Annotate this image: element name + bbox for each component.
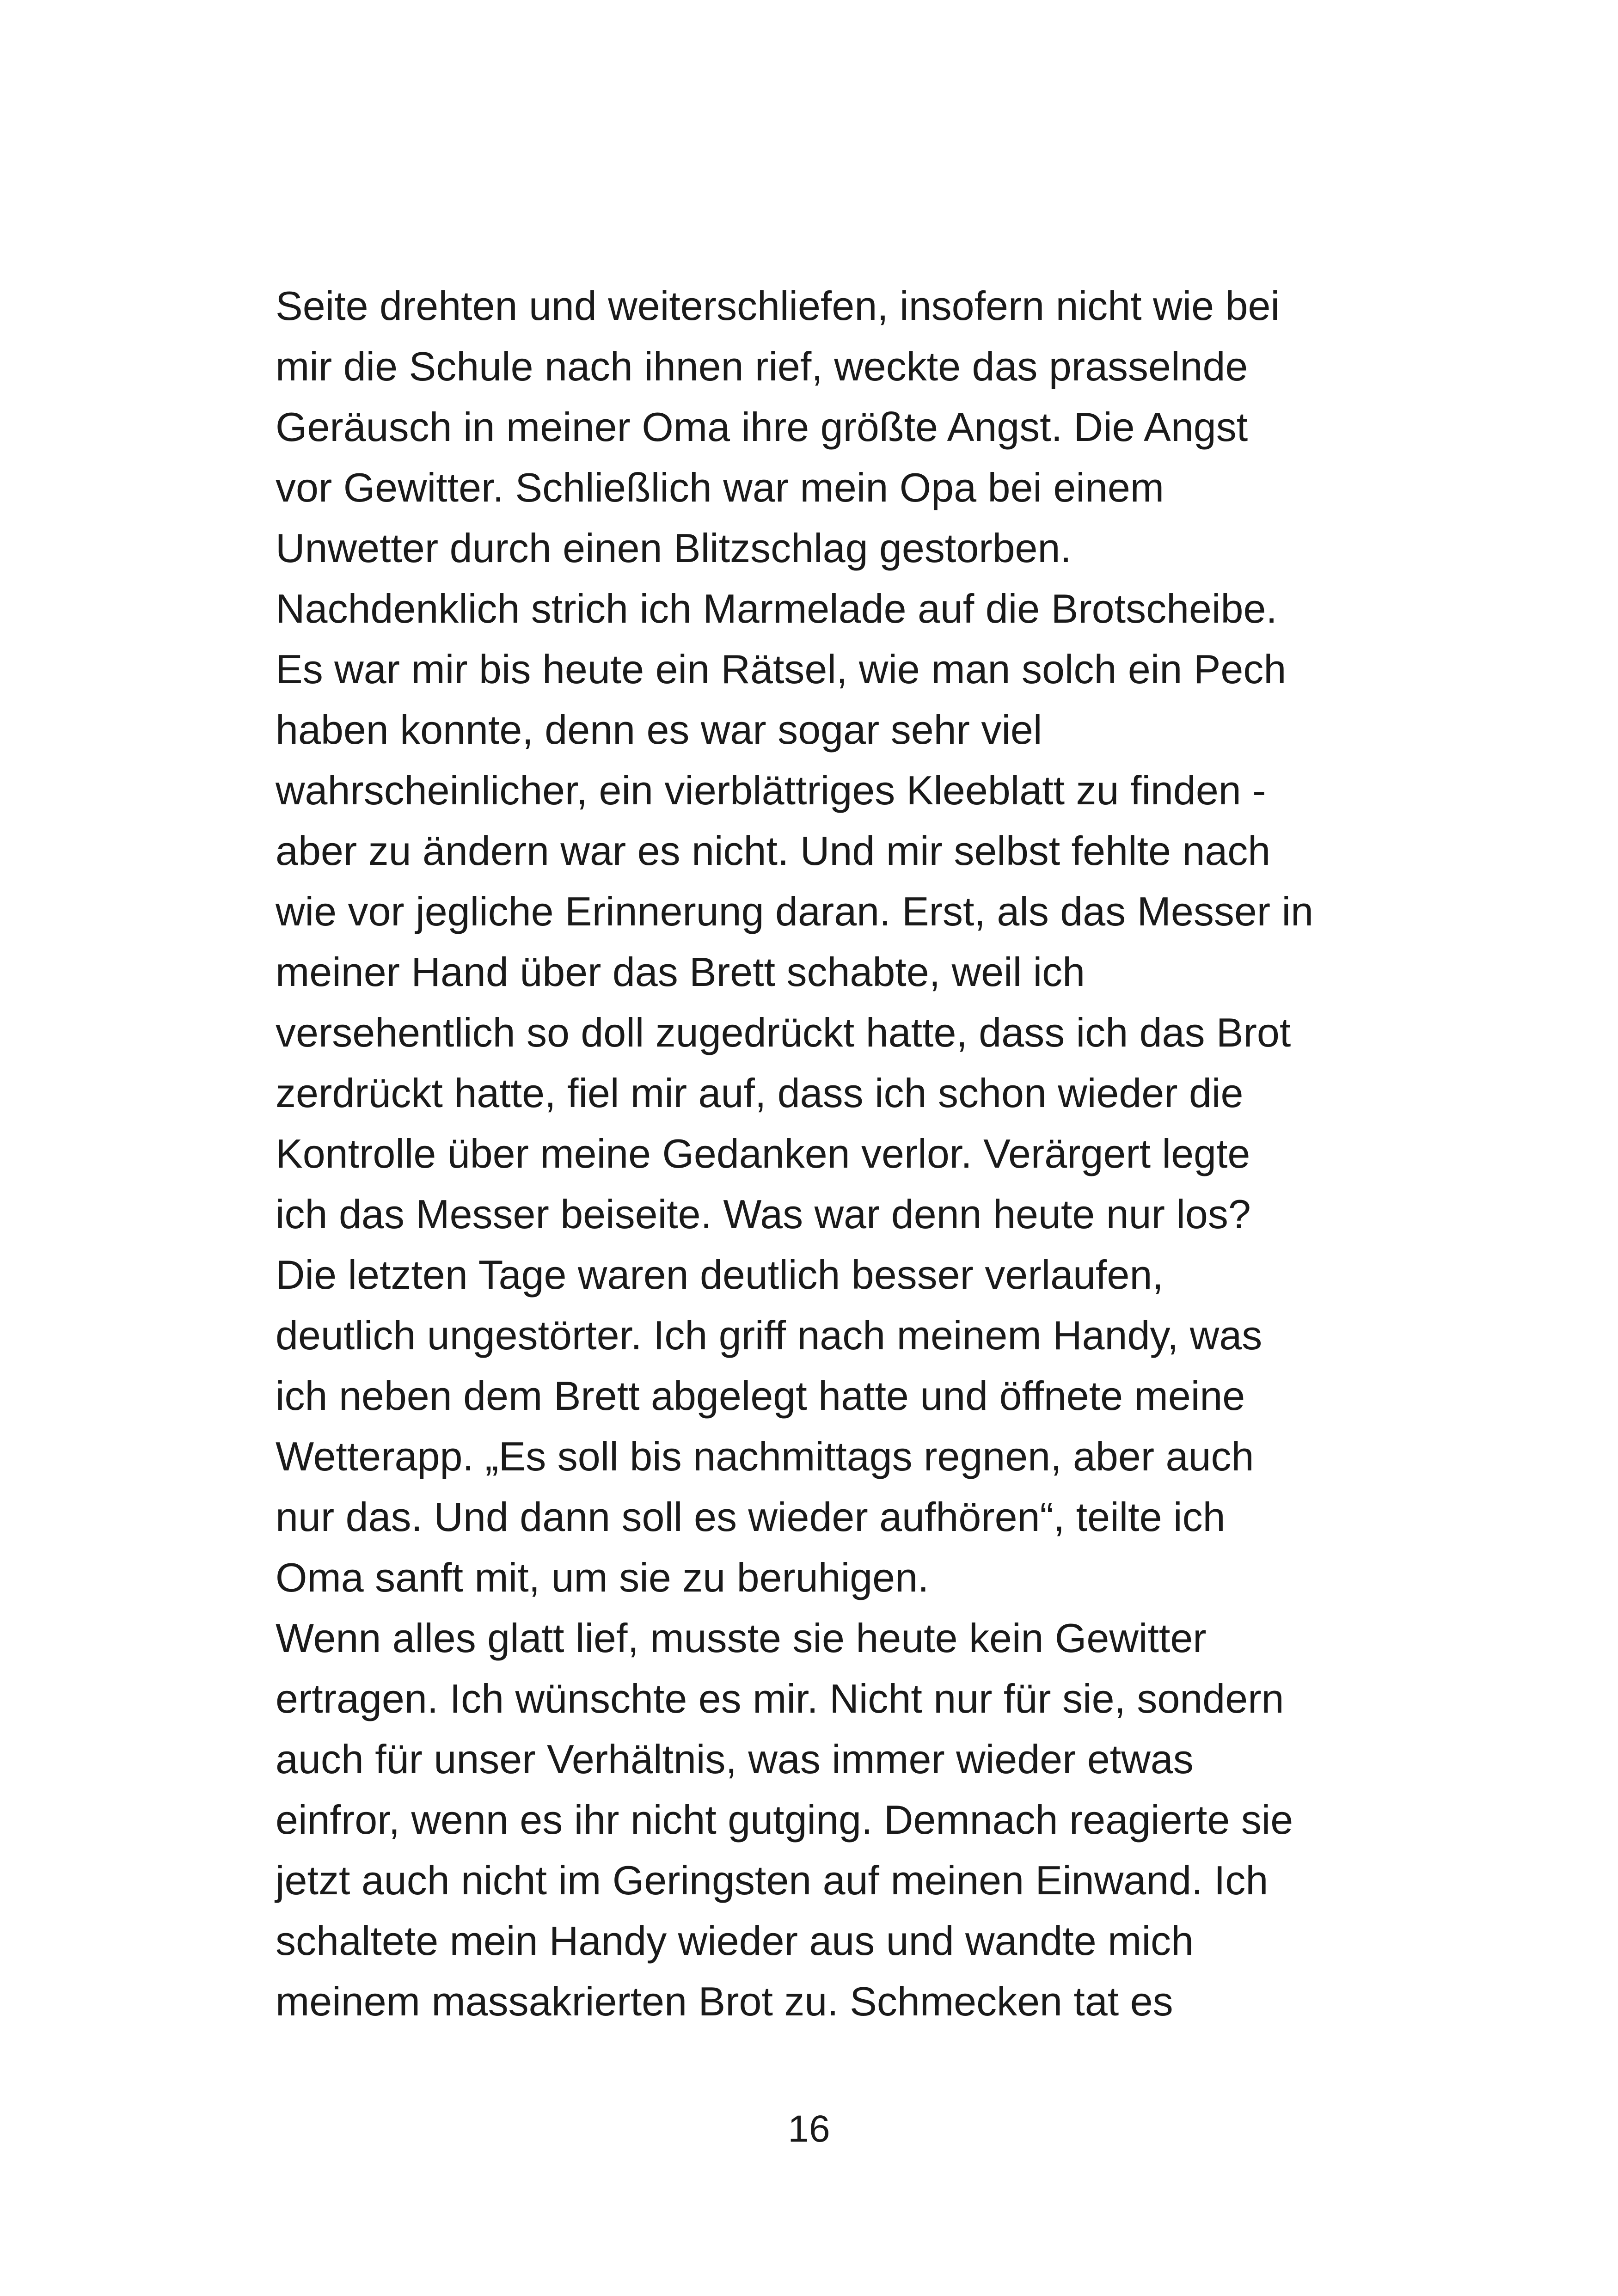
text-line: versehentlich so doll zugedrückt hatte, dass ich das Brot xyxy=(276,1010,1291,1055)
text-line: mir die Schule nach ihnen rief, weckte das prasselnde xyxy=(276,343,1248,389)
text-line: ich das Messer beiseite. Was war denn heute nur los? xyxy=(276,1191,1251,1237)
text-line: Seite drehten und weiterschliefen, insofern nicht wie bei xyxy=(276,283,1280,329)
text-line: ertragen. Ich wünschte es mir. Nicht nur für sie, sondern xyxy=(276,1676,1284,1721)
body-text xyxy=(276,276,1385,2032)
text-line: schaltete mein Handy wieder aus und wandte mich xyxy=(276,1918,1194,1964)
text-line: Die letzten Tage waren deutlich besser verlaufen, xyxy=(276,1252,1164,1298)
text-line: Oma sanft mit, um sie zu beruhigen. xyxy=(276,1555,929,1600)
text-line: jetzt auch nicht im Geringsten auf meinen Einwand. Ich xyxy=(276,1857,1269,1903)
text-line: Unwetter durch einen Blitzschlag gestorben. xyxy=(276,525,1072,571)
text-line: einfror, wenn es ihr nicht gutging. Demnach reagierte sie xyxy=(276,1797,1293,1843)
text-line: ich neben dem Brett abgelegt hatte und öffnete meine xyxy=(276,1373,1245,1419)
text-line: aber zu ändern war es nicht. Und mir selbst fehlte nach xyxy=(276,828,1271,874)
text-line: wie vor jegliche Erinnerung daran. Erst, als das Messer in xyxy=(276,888,1314,934)
text-line: zerdrückt hatte, fiel mir auf, dass ich schon wieder die xyxy=(276,1070,1244,1116)
text-line: nur das. Und dann soll es wieder aufhören“, teilte ich xyxy=(276,1494,1226,1540)
text-line: Wenn alles glatt lief, musste sie heute kein Gewitter xyxy=(276,1615,1207,1661)
page-number: 16 xyxy=(788,2108,830,2150)
text-line: Geräusch in meiner Oma ihre größte Angst. Die Angst xyxy=(276,404,1248,450)
text-line: deutlich ungestörter. Ich griff nach meinem Handy, was xyxy=(276,1312,1263,1358)
text-line: Kontrolle über meine Gedanken verlor. Verärgert legte xyxy=(276,1131,1250,1176)
text-line: Nachdenklich strich ich Marmelade auf die Brotscheibe. xyxy=(276,586,1277,631)
text-line: auch für unser Verhältnis, was immer wieder etwas xyxy=(276,1736,1194,1782)
text-line: meiner Hand über das Brett schabte, weil ich xyxy=(276,949,1085,995)
text-line: wahrscheinlicher, ein vierblättriges Kleeblatt zu finden - xyxy=(276,767,1266,813)
text-line: vor Gewitter. Schließlich war mein Opa bei einem xyxy=(276,465,1164,510)
text-line: Wetterapp. „Es soll bis nachmittags regnen, aber auch xyxy=(276,1433,1254,1479)
text-line: Es war mir bis heute ein Rätsel, wie man solch ein Pech xyxy=(276,646,1287,692)
text-line: meinem massakrierten Brot zu. Schmecken tat es xyxy=(276,1978,1173,2024)
text-line: haben konnte, denn es war sogar sehr viel xyxy=(276,707,1042,753)
